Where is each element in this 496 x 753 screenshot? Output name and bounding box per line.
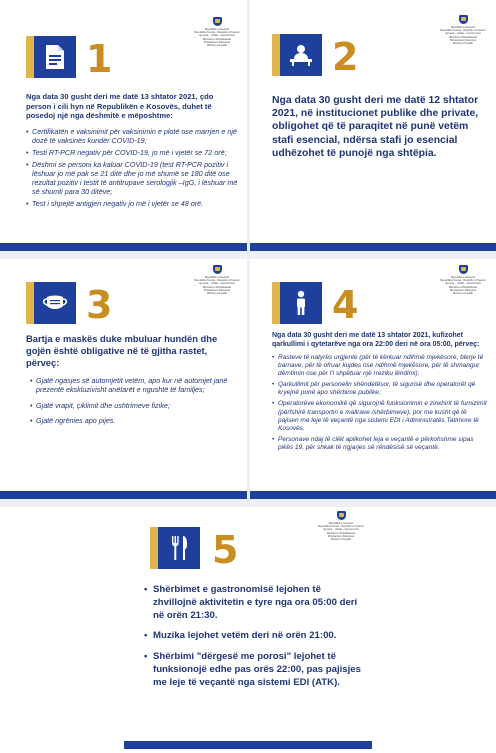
logo-line: Ministarstvo Zdravstva — [328, 534, 354, 538]
logo-line: Ministry of Health — [206, 44, 228, 48]
logo-line: Republika e Kosovës — [450, 26, 476, 29]
panel-2 — [250, 0, 496, 251]
panel-2-text: Nga data 30 gusht deri me datë 12 shtator 2021, në institucionet publike dhe private, obligohet që të paraqitet në punë vetëm stafi esencial, ndërsa stafi jo esencial udhëzohet të punojë nga shtëpia. — [272, 95, 479, 159]
logo-line: Ministria e Shëndetësisë — [448, 35, 478, 39]
logo-line: Ministry of Health — [452, 292, 474, 296]
panel-4-bullet: • Qarkullimit për personelin shëndetësor, të sigurisë dhe operatorët që kryejnë punë apo shërbime publike; — [272, 381, 488, 397]
row-gap-1 — [0, 251, 496, 259]
cutlery-icon — [168, 535, 190, 561]
panel-5-bullet: • Muzika lejohet vetëm deri në orën 21:00. — [144, 630, 366, 643]
logo-line: Ministria e Shëndetësisë — [202, 285, 232, 289]
panel-4-intro: Nga data 30 gusht deri me datë 13 shtator 2021, kufizohet qarkullimi i qytetarëve nga ora 22:00 deri në ora 05:00, përveç: — [272, 332, 480, 348]
panel-1-bottom-bar — [0, 243, 247, 251]
panel-3-intro: Bartja e maskës duke mbuluar hundën dhe gojën është obligative në të gjitha rastet, përveç: — [26, 333, 218, 368]
panel-1-icon-box — [34, 36, 76, 78]
logo-line: Ministria e Shëndetësisë — [202, 37, 232, 41]
panel-1 — [0, 0, 247, 251]
logo-line: Ministarstvo Zdravstva — [450, 288, 476, 292]
panel-2-accent — [272, 34, 280, 76]
logo-line: Republika Kosova · Republic of Kosovo — [194, 279, 240, 283]
panel-1-bullet: • Test i shpejtë antigjen negativ jo më i vjetër se 48 orë. — [26, 199, 240, 208]
panel-4-content — [272, 331, 488, 452]
panel-3-accent — [26, 282, 34, 324]
panel-1-content — [26, 92, 240, 208]
logo-line: Ministarstvo Zdravstva — [204, 288, 230, 292]
panel-2-bottom-bar — [250, 243, 496, 251]
panel-5-bullet: • Shërbimi "dërgesë me porosi" lejohet të funksionojë edhe pas orës 22:00, pas pajisjes me leje të veçantë nga sistemi EDI (ATK). — [144, 651, 366, 689]
office-worker-icon — [288, 43, 314, 67]
panel-3-bullet: • Gjatë vrapit, çiklimit dhe ushtrimeve fizike; — [30, 401, 238, 410]
kosovo-emblem-icon — [213, 17, 222, 26]
logo-line: Qeveria – Vlada – Government — [323, 528, 359, 532]
panel-3-number: 3 — [86, 283, 113, 327]
panel-1-accent — [26, 36, 34, 78]
logo-line: Republika e Kosovës — [328, 522, 354, 525]
logo-line: Ministarstvo Zdravstva — [204, 40, 230, 44]
panel-1-intro: Nga data 30 gusht deri me datë 13 shtator 2021, çdo person i cili hyn në Republikën e Kosovës, duhet të posedoj një nga dëshmitë e mëposhtme: — [26, 92, 214, 121]
panel-4-icon-box — [280, 282, 322, 324]
logo-line: Qeveria – Vlada – Government — [445, 32, 481, 36]
panel-5-accent — [150, 527, 158, 569]
panel-5 — [124, 507, 372, 753]
logo-line: Republika Kosova · Republic of Kosovo — [194, 31, 240, 35]
panel-4-bullet: • Personave ndaj të cilët aplikohet leja e veçantë e përkohshme sipas pikës 19, për shkak të ngjarjes së rëndësisë së veçantë. — [272, 436, 488, 452]
panel-3-bullet: • Gjatë ngasjes së automjetit vetëm, apo kur në automjet janë prezentë ekskluzivisht anëtarët e ngushtë të familjes; — [30, 376, 238, 395]
panel-4-bullet: • Rasteve të natyrës urgjente (për të kërkuar ndihmë mjekësore, blerje të barnave, për të ofruar kujdes ose ndihmë mjekësore, për të shmangur dëmtimin ose për t'i shpëtuar një rreziku lëndimi); — [272, 354, 488, 378]
logo-line: Republika Kosova · Republic of Kosovo — [440, 29, 486, 33]
logo-line: Qeveria – Vlada – Government — [445, 282, 481, 286]
logo-line: Ministarstvo Zdravstva — [450, 38, 476, 42]
row-gap-2 — [0, 499, 496, 507]
ministry-logo — [194, 17, 240, 47]
panel-5-number: 5 — [212, 528, 239, 572]
logo-line: Republika Kosova · Republic of Kosovo — [440, 279, 486, 283]
logo-line: Ministry of Health — [452, 42, 474, 46]
logo-line: Republika Kosova · Republic of Kosovo — [318, 525, 364, 529]
panel-1-number: 1 — [86, 37, 113, 81]
logo-line: Ministry of Health — [330, 538, 352, 542]
document-icon — [44, 44, 66, 70]
ministry-logo — [194, 265, 240, 295]
logo-line: Republika e Kosovës — [450, 276, 476, 279]
panel-3-bullet: • Gjatë ngrënies apo pijes. — [30, 416, 238, 425]
panel-1-bullet: • Dëshmi se personi ka kaluar COVID-19 (test RT-PCR pozitiv i lëshuar jo më pak se 21 ditë dhe jo më shumë se 180 ditë ose rezultat pozitiv i testit të antitrupave serologjik –IgG, i lëshuar më së shumti para 30 ditëve; — [26, 160, 240, 196]
ministry-logo — [440, 15, 486, 45]
panel-3-bottom-bar — [0, 491, 247, 499]
logo-line: Ministria e Shëndetësisë — [326, 531, 356, 535]
panel-3 — [0, 259, 247, 499]
logo-line: Republika e Kosovës — [204, 28, 230, 31]
panel-4-bottom-bar — [250, 491, 496, 499]
kosovo-emblem-icon — [213, 265, 222, 274]
panel-5-content — [144, 581, 366, 690]
ministry-logo — [440, 265, 486, 295]
person-icon — [293, 290, 309, 316]
kosovo-emblem-icon — [337, 511, 346, 520]
panel-1-bullet: • Testi RT-PCR negativ për COVID-19, jo më i vjetër se 72 orë; — [26, 148, 240, 157]
panel-2-number: 2 — [332, 35, 359, 79]
panel-1-bullet: • Certifikatën e vaksinimit për vaksinimin e plotë ose marrjen e një dozë të vaksinës kundër COVID-19; — [26, 127, 240, 145]
panel-5-bottom-bar — [124, 741, 372, 749]
panel-4 — [250, 259, 496, 499]
panel-4-bullet: • Operatorëve ekonomikë që sigurojnë funksionimin e zinxhirit të furnizimit (përfshirë transportin e mallrave /shërbimeve), por me kusht që të pajisen me leje të veçantë nga sistemi EDI i Administratës Tatimore të Kosovës. — [272, 400, 488, 432]
kosovo-emblem-icon — [459, 15, 468, 24]
logo-line: Qeveria – Vlada – Government — [199, 282, 235, 286]
panel-3-bullets — [30, 373, 238, 426]
panel-3-icon-box — [34, 282, 76, 324]
panel-5-icon-box — [158, 527, 200, 569]
logo-line: Qeveria – Vlada – Government — [199, 34, 235, 38]
ministry-logo — [318, 511, 364, 541]
logo-line: Republika e Kosovës — [204, 276, 230, 279]
panel-4-number: 4 — [332, 283, 359, 327]
logo-line: Ministria e Shëndetësisë — [448, 285, 478, 289]
panel-2-icon-box — [280, 34, 322, 76]
kosovo-emblem-icon — [459, 265, 468, 274]
face-mask-icon — [41, 293, 69, 313]
logo-line: Ministry of Health — [206, 292, 228, 296]
panel-5-bullet: • Shërbimet e gastronomisë lejohen të zhvillojnë aktivitetin e tyre nga ora 05:00 deri në orën 21:30. — [144, 584, 366, 622]
panel-4-accent — [272, 282, 280, 324]
